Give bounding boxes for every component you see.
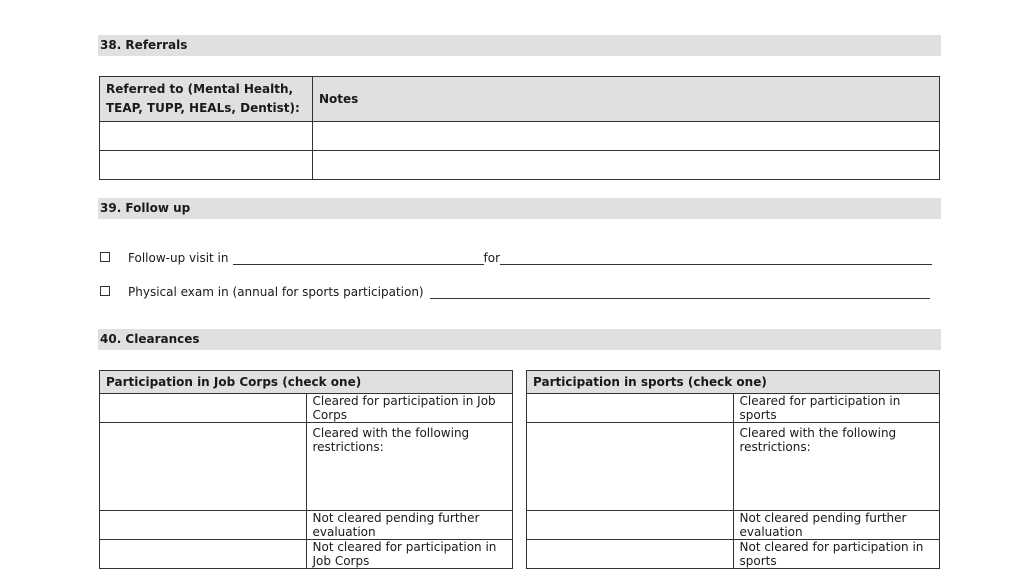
physical-exam-row (100, 283, 930, 299)
job-corps-restrictions-check[interactable] (100, 423, 307, 511)
sports-pending-check[interactable] (527, 511, 734, 540)
table-row (527, 423, 940, 511)
job-corps-option-label: Cleared for participation in Job Corps (306, 394, 513, 423)
job-corps-clearance-table (99, 370, 513, 569)
section-header-referrals: 38. Referrals (98, 35, 941, 56)
job-corps-header: Participation in Job Corps (check one) (100, 371, 513, 394)
follow-up-for-field[interactable] (500, 251, 932, 265)
notes-cell[interactable] (313, 151, 940, 180)
referred-to-cell[interactable] (100, 151, 313, 180)
job-corps-option-label: Not cleared pending further evaluation (306, 511, 513, 540)
sports-cleared-check[interactable] (527, 394, 734, 423)
sports-option-label: Cleared for participation in sports (733, 394, 940, 423)
sports-restrictions-check[interactable] (527, 423, 734, 511)
table-row (527, 394, 940, 423)
follow-up-visit-checkbox[interactable] (100, 252, 110, 262)
table-row (100, 540, 513, 569)
job-corps-cleared-check[interactable] (100, 394, 307, 423)
job-corps-pending-check[interactable] (100, 511, 307, 540)
sports-not-cleared-check[interactable] (527, 540, 734, 569)
section-header-follow-up: 39. Follow up (98, 198, 941, 219)
table-header-row (100, 77, 940, 122)
sports-option-label: Cleared with the following restrictions: (733, 423, 940, 511)
follow-up-visit-field[interactable] (233, 251, 484, 265)
job-corps-not-cleared-check[interactable] (100, 540, 307, 569)
table-row (100, 151, 940, 180)
table-row (527, 511, 940, 540)
job-corps-option-label: Not cleared for participation in Job Corps (306, 540, 513, 569)
table-row (100, 394, 513, 423)
sports-header: Participation in sports (check one) (527, 371, 940, 394)
follow-up-visit-label: Follow-up visit in (128, 251, 229, 265)
referrals-table (99, 76, 940, 180)
table-row (100, 423, 513, 511)
section-header-clearances: 40. Clearances (98, 329, 941, 350)
job-corps-option-label: Cleared with the following restrictions: (306, 423, 513, 511)
sports-option-label: Not cleared pending further evaluation (733, 511, 940, 540)
follow-up-visit-row (100, 249, 932, 265)
sports-option-label: Not cleared for participation in sports (733, 540, 940, 569)
notes-header: Notes (313, 77, 940, 122)
physical-exam-field[interactable] (430, 285, 930, 299)
notes-cell[interactable] (313, 122, 940, 151)
sports-clearance-table (526, 370, 940, 569)
table-row (527, 540, 940, 569)
table-row (100, 511, 513, 540)
referred-to-header: Referred to (Mental Health, TEAP, TUPP, HEALs, Dentist): (100, 77, 313, 122)
referred-to-cell[interactable] (100, 122, 313, 151)
table-row (100, 122, 940, 151)
for-label: for (483, 251, 500, 265)
physical-exam-label: Physical exam in (annual for sports participation) (128, 285, 424, 299)
physical-exam-checkbox[interactable] (100, 286, 110, 296)
